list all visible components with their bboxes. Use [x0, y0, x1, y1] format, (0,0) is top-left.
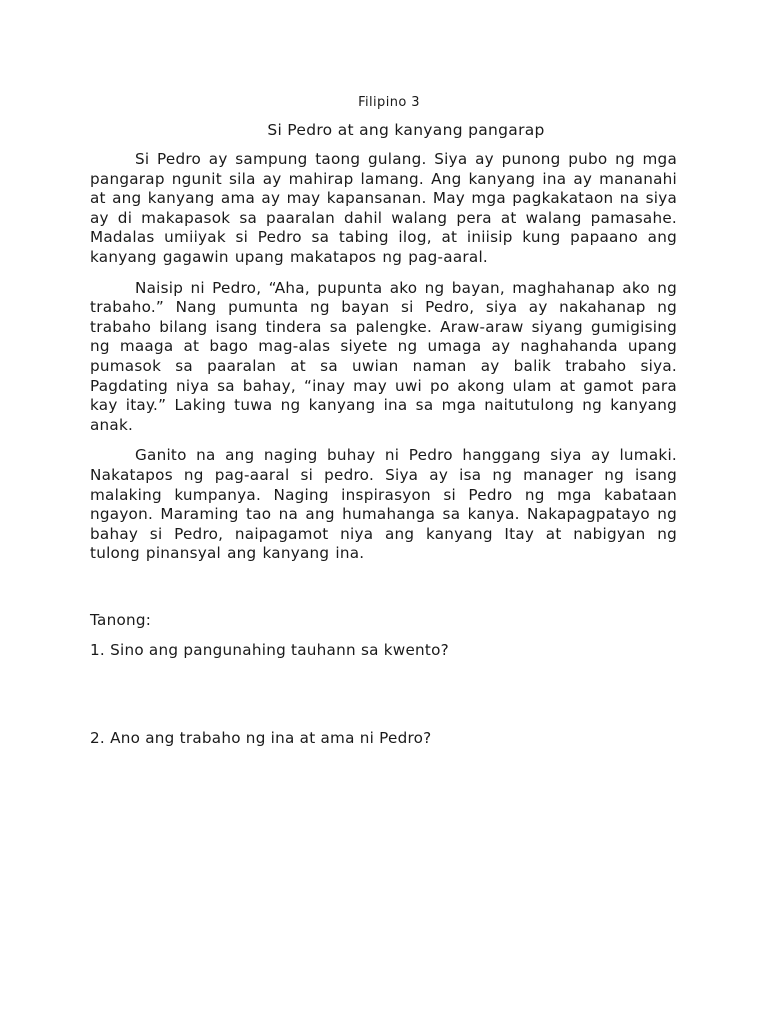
- question-2-number: 2.: [90, 729, 105, 747]
- story-paragraph-1: Si Pedro ay sampung taong gulang. Siya ay punong pubo ng mga pangarap ngunit sila ay mahirap lamang. Ang kanyang ina ay mananahi at ang kanyang ama ay may kapansanan. May mga pagkakataon na siya ay di makapasok sa paaralan dahil walang pera at walang pamasahe. Madalas umiiyak si Pedro sa tabing ilog, at iniisip kung papaano ang kanyang gagawin upang makatapos ng pag-aaral.: [90, 150, 677, 266]
- question-1: [90, 640, 449, 660]
- story-paragraph-3: Ganito na ang naging buhay ni Pedro hanggang siya ay lumaki. Nakatapos ng pag-aaral si pedro. Siya ay isa ng manager ng isang malaking kumpanya. Naging inspirasyon si Pedro ng mga kabataan ngayon. Maraming tao na ang humahanga sa kanya. Nakapagpatayo ng bahay si Pedro, naipagamot niya ang kanyang Itay at nabigyan ng tulong pinansyal ang kanyang ina.: [90, 446, 677, 563]
- question-1-text: Sino ang pangunahing tauhann sa kwento?: [110, 641, 449, 659]
- question-2-text: Ano ang trabaho ng ina at ama ni Pedro?: [110, 729, 432, 747]
- questions-section: [90, 610, 677, 747]
- questions-heading: Tanong:: [90, 611, 152, 629]
- story-body: [90, 150, 677, 575]
- question-2: [90, 728, 432, 748]
- story-paragraph-2: Naisip ni Pedro, “Aha, pupunta ako ng bayan, maghahanap ako ng trabaho.” Nang pumunta ng bayan si Pedro, siya ay nakahanap ng trabaho bilang isang tindera sa palengke. Araw-araw siyang gumigising ng maaga at bago mag-alas siyete ng umaga ay naghahanda upang pumasok sa paaralan at sa uwian naman ay balik trabaho siya. Pagdating niya sa bahay, “inay may uwi po akong ulam at gamot para kay itay.” Laking tuwa ng kanyang ina sa mga naitutulong ng kanyang anak.: [90, 278, 677, 434]
- subject-label: Filipino 3: [358, 95, 420, 110]
- story-title: Si Pedro at ang kanyang pangarap: [267, 121, 545, 139]
- question-1-number: 1.: [90, 641, 105, 659]
